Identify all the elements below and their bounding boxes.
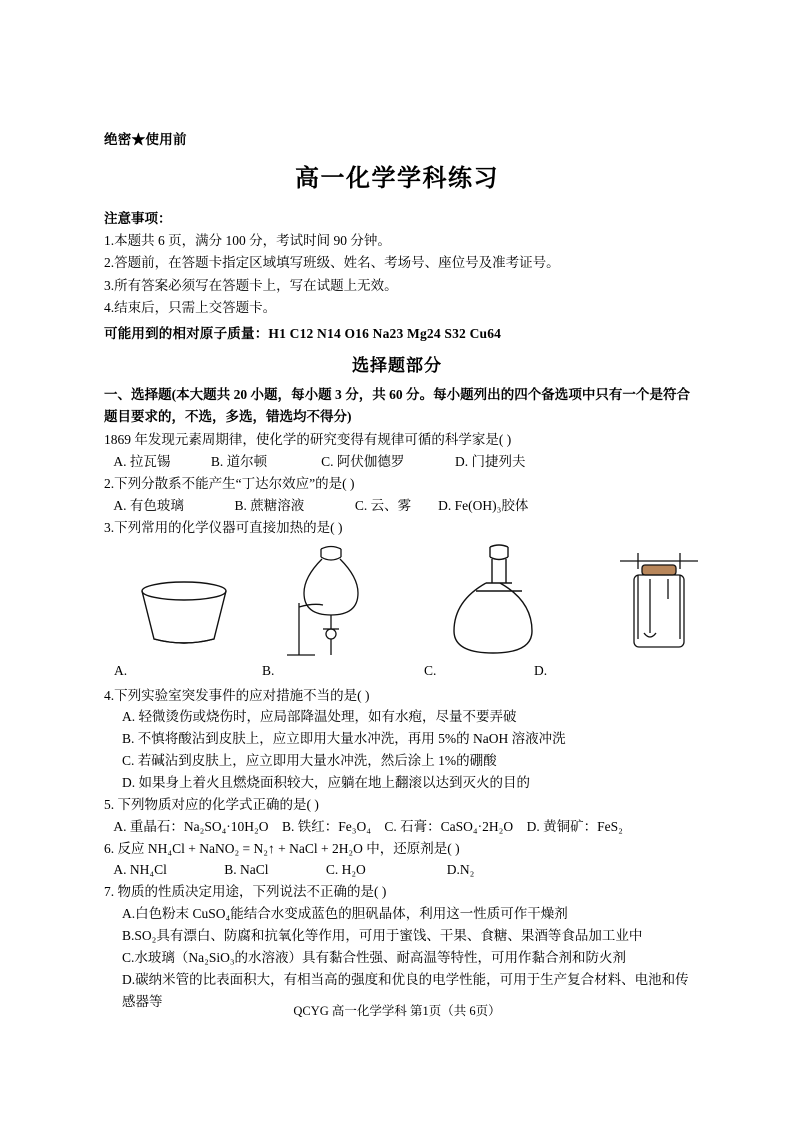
question-7-stem: 7. 物质的性质决定用途，下列说法不正确的是( ): [104, 884, 387, 900]
question-7-option-b: B.SO₂具有漂白、防腐和抗氧化等作用，可用于蜜饯、干果、食糖、果酒等食品加工业中: [122, 928, 643, 943]
question-4-option-c: C. 若碱沾到皮肤上，应立即用大量水冲洗，然后涂上 1%的硼酸: [122, 753, 497, 769]
question-2-stem: 2.下列分散系不能产生“丁达尔效应”的是( ): [104, 475, 355, 491]
question-7-option-d: D.碳纳米管的比表面积大，有相当高的强度和优良的电学性能，可用于生产复合材料、电池和传感器等: [122, 971, 689, 1009]
figure-label-a: A.: [114, 662, 128, 678]
note-line: 3.所有答案必须写在答题卡上，写在试题上无效。: [104, 277, 398, 293]
note-line: 2.答题前，在答题卡指定区域填写班级、姓名、考场号、座位号及准考证号。: [104, 255, 560, 271]
question-6-options: A. NH₄Cl B. NaCl C. H₂O D.N₂: [104, 862, 475, 878]
question-6-stem: 6. 反应 NH₄Cl + NaNO₂ = N₂↑ + NaCl + 2H₂O 中，还原剂是( ): [104, 840, 460, 856]
page-title: 高一化学学科练习: [295, 166, 499, 192]
question-7-option-a: A.白色粉末 CuSO₄能结合水变成蓝色的胆矾晶体，利用这一性质可作干燥剂: [122, 906, 568, 922]
page-content: [104, 128, 690, 1012]
secret-label: 绝密★使用前: [104, 132, 187, 147]
question-4-stem: 4.下列实验室突发事件的应对措施不当的是( ): [104, 687, 370, 703]
crucible-figure: [122, 543, 252, 661]
question-4-option-b: B. 不慎将酸沾到皮肤上，应立即用大量水冲洗，再用 5%的 NaOH 溶液冲洗: [122, 731, 566, 747]
separating-funnel-figure: [269, 543, 399, 661]
question-1-stem: [104, 429, 690, 451]
question-1-text: 1869 年发现元素周期律，使化学的研究变得有规律可循的科学家是( ): [104, 432, 512, 448]
section-title: 选择题部分: [352, 356, 442, 376]
question-1-options: A. 拉瓦锡 B. 道尔顿 C. 阿伏伽德罗 D. 门捷列夫: [104, 454, 526, 470]
page-footer: [0, 1001, 794, 1019]
figure-label-c: C.: [424, 662, 437, 678]
question-7-option-c: C.水玻璃（Na₂SiO₃的水溶液）具有黏合性强、耐高温等特性，可用作黏合剂和防火剂: [122, 949, 627, 965]
atomic-mass-line: 可能用到的相对原子质量：H1 C12 N14 O16 Na23 Mg24 S32 Cu64: [104, 326, 502, 342]
question-4-option-d: D. 如果身上着火且燃烧面积较大，应躺在地上翻滚以达到灭火的目的: [122, 774, 530, 790]
note-line: 4.结束后，只需上交答题卡。: [104, 299, 277, 315]
question-2-options: A. 有色玻璃 B. 蔗糖溶液 C. 云、雾 D. Fe(OH)₃胶体: [104, 497, 529, 513]
section-instruction: 一、选择题(本大题共 20 小题，每小题 3 分，共 60 分。每小题列出的四个备选项中只有一个是符合题目要求的，不选，多选，错选均不得分): [104, 387, 690, 424]
question-5-options: A. 重晶石：Na₂SO₄·10H₂O B. 铁红：Fe₃O₄ C. 石膏：CaSO₄·2H₂O D. 黄铜矿：FeS₂: [104, 818, 623, 834]
figure-label-b: B.: [262, 662, 275, 678]
figure-label-d: D.: [534, 662, 548, 678]
question-4-option-a: A. 轻微烫伤或烧伤时，应局部降温处理，如有水疱，尽量不要弄破: [122, 709, 517, 725]
note-line: 1.本题共 6 页，满分 100 分，考试时间 90 分钟。: [104, 233, 391, 248]
question-3-figures: [104, 543, 690, 663]
question-3-figure-labels: [104, 663, 690, 683]
question-3-stem: 3.下列常用的化学仪器可直接加热的是( ): [104, 519, 343, 535]
notes-title: 注意事项：: [104, 211, 172, 226]
footer-text: QCYG 高一化学学科 第1页（共 6页）: [293, 1004, 501, 1018]
volumetric-flask-figure: [434, 543, 564, 661]
gas-washing-bottle-figure: [594, 543, 724, 661]
question-5-stem: 5. 下列物质对应的化学式正确的是( ): [104, 796, 319, 812]
